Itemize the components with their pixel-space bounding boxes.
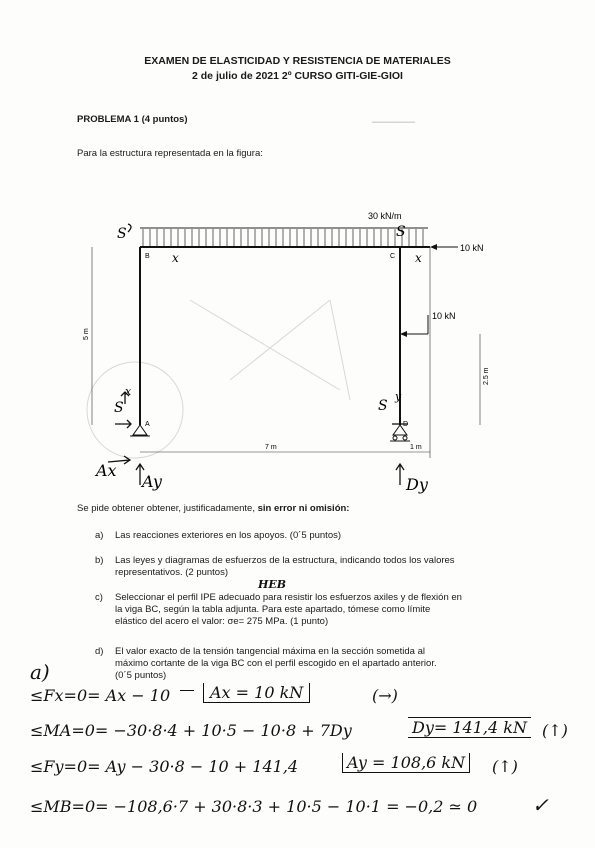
node-c-label: C xyxy=(390,253,396,260)
item-c-annotation: HEB xyxy=(258,578,287,591)
solution-label: a) xyxy=(30,660,50,684)
load-dist-label: 30 kN/m xyxy=(368,211,402,221)
hw-x-mark-b: x xyxy=(172,251,179,265)
hw-y-label: y xyxy=(395,390,402,403)
bleed-through-text: ▔▔▔▔▔▔▔▔ xyxy=(372,123,416,130)
dim-left-label: 5 m xyxy=(83,328,90,340)
load-mid-arrowhead xyxy=(400,331,407,337)
item-d-text3: (0´5 puntos) xyxy=(115,670,167,681)
load-mid-label: 10 kN xyxy=(432,311,456,321)
solution-eq1: ≤Fx=0= Ax − 10 xyxy=(30,686,171,705)
hw-s-mark-a: S xyxy=(114,400,124,416)
hw-s-mark-c: S xyxy=(396,224,406,240)
hw-s-mark: S xyxy=(117,226,127,242)
solution-dir3: (↑) xyxy=(492,757,518,776)
exam-title: EXAMEN DE ELASTICIDAD Y RESISTENCIA DE MATERIALES xyxy=(144,55,451,67)
structure-figure xyxy=(0,200,595,500)
statement-lead-bold: sin error ni omisión: xyxy=(257,503,350,514)
exam-date-course: 2 de julio de 2021 2º CURSO GITI-GIE-GIOI xyxy=(192,70,403,82)
item-d-text2: máximo cortante de la viga BC con el perfil escogido en el apartado anterior. xyxy=(115,658,437,669)
item-a-label: a) xyxy=(95,530,104,541)
solution-res2: Dy= 141,4 kN xyxy=(408,717,531,738)
item-d-text1: El valor exacto de la tensión tangencial máxima en la sección sometida al xyxy=(115,646,425,657)
item-d-label: d) xyxy=(95,646,104,657)
item-c-text2: la viga BC, según la tabla adjunta. Para este apartado, tómese como límite xyxy=(115,604,431,615)
bleed-through-drawing xyxy=(87,300,350,458)
statement-lead-plain: Se pide obtener obtener, justificadamente, xyxy=(77,503,258,514)
item-a-text: Las reacciones exteriores en los apoyos. (0´5 puntos) xyxy=(115,530,342,541)
item-b-text2: representativos. (2 puntos) xyxy=(115,567,229,578)
solution-res1: Ax = 10 kN xyxy=(203,683,310,703)
hw-s-mark-d: S xyxy=(378,398,388,414)
eq1-arrow-line xyxy=(180,690,194,692)
solution-dir2: (↑) xyxy=(542,721,568,740)
dim-span-label: 7 m xyxy=(265,444,277,451)
item-c-text3: elástico del acero el valor: σe= 275 MPa. (1 punto) xyxy=(115,616,329,627)
hw-x-label: x xyxy=(125,385,132,398)
handwritten-axes xyxy=(115,224,408,428)
problem-title: PROBLEMA 1 (4 puntos) xyxy=(77,114,188,125)
solution-eq4: ≤MB=0= −108,6·7 + 30·8·3 + 10·5 − 10·1 = −0,2 ≃ 0 xyxy=(30,797,478,816)
dim-right-label: 2.5 m xyxy=(483,367,490,385)
solution-eq3: ≤Fy=0= Ay − 30·8 − 10 + 141,4 xyxy=(30,757,299,776)
node-a-label: A xyxy=(145,421,150,428)
distributed-load xyxy=(140,228,428,246)
reaction-ax-label: Ax xyxy=(96,461,117,480)
item-b-label: b) xyxy=(95,555,104,566)
dimension-lines xyxy=(92,247,480,458)
load-h-label: 10 kN xyxy=(460,243,484,253)
item-c-label: c) xyxy=(95,592,103,603)
node-b-label: B xyxy=(145,253,150,260)
item-b-text1: Las leyes y diagramas de esfuerzos de la estructura, indicando todos los valores xyxy=(115,555,455,566)
problem-intro: Para la estructura representada en la figura: xyxy=(77,148,263,159)
solution-dir1: (→) xyxy=(372,686,398,705)
statement-lead xyxy=(77,503,349,515)
check-mark-icon: ✓ xyxy=(532,793,549,817)
solution-res3: Ay = 108,6 kN xyxy=(342,753,470,773)
solution-eq2: ≤MA=0= −30·8·4 + 10·5 − 10·8 + 7Dy xyxy=(30,721,352,740)
hw-x-mark-c: x xyxy=(415,251,422,265)
item-c-text1: Seleccionar el perfil IPE adecuado para resistir los esfuerzos axiles y de flexión en xyxy=(115,592,462,603)
dim-overhang-label: 1 m xyxy=(410,444,422,451)
load-h-arrowhead xyxy=(430,244,437,250)
node-d-label: D xyxy=(403,421,409,428)
reaction-ay-label: Ay xyxy=(142,472,162,491)
reaction-dy-label: Dy xyxy=(406,475,428,494)
